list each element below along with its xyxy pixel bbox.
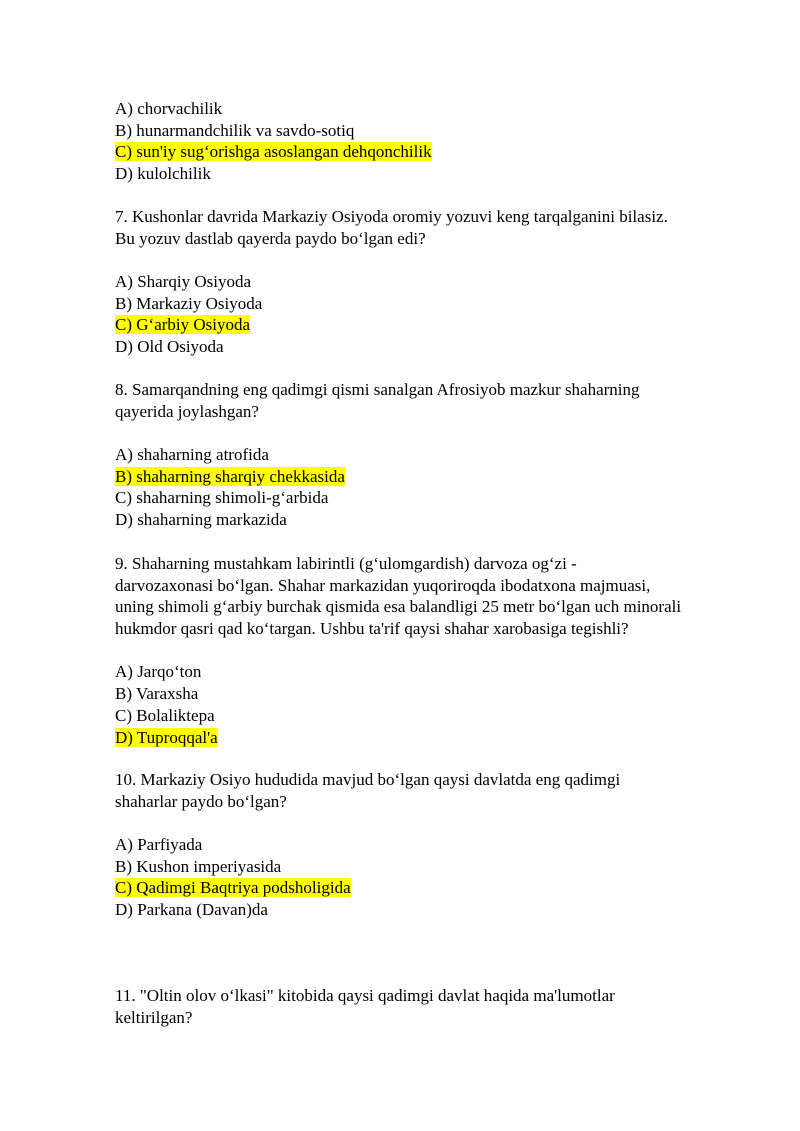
option-c-correct <box>115 877 755 899</box>
option-c-correct <box>115 314 755 336</box>
option-d-correct <box>115 727 755 749</box>
option-a: A) chorvachilik <box>115 99 223 118</box>
answer-highlight: B) shaharning sharqiy chekkasida <box>115 466 345 486</box>
question-8 <box>115 379 755 531</box>
option-b: B) Kushon imperiyasida <box>115 856 282 876</box>
option-c: C) Bolaliktepa <box>115 705 215 725</box>
option-c-correct <box>115 141 755 163</box>
option-b: B) Markaziy Osiyoda <box>115 293 263 313</box>
option-c: C) shaharning shimoli-g‘arbida <box>115 488 329 508</box>
option-b: B) Varaxsha <box>115 684 199 704</box>
question-6-options <box>115 98 755 185</box>
question-text-line: 7. Kushonlar davrida Markaziy Osiyoda oromiy yozuvi keng tarqalganini bilasiz. <box>115 207 668 226</box>
option-a: A) Jarqo‘ton <box>115 662 202 682</box>
question-text-line: 11. "Oltin olov o‘lkasi" kitobida qaysi qadimgi davlat haqida ma'lumotlar <box>115 986 615 1005</box>
option-b-correct <box>115 466 755 488</box>
question-7 <box>115 206 755 358</box>
answer-highlight: C) Qadimgi Baqtriya podsholigida <box>115 878 351 898</box>
option-b: B) hunarmandchilik va savdo-sotiq <box>115 120 355 140</box>
answer-highlight: C) sun'iy sug‘orishga asoslangan dehqonchilik <box>115 142 432 162</box>
option-d: D) Parkana (Davan)da <box>115 900 268 920</box>
question-10 <box>115 769 755 921</box>
option-d: D) shaharning markazida <box>115 510 287 530</box>
question-text-line: 10. Markaziy Osiyo hududida mavjud bo‘lgan qaysi davlatda eng qadimgi <box>115 770 621 789</box>
question-11 <box>115 985 755 1028</box>
option-d: D) Old Osiyoda <box>115 337 224 357</box>
option-d: D) kulolchilik <box>115 164 211 184</box>
question-text-line: keltirilgan? <box>115 1007 193 1027</box>
question-text-line: 8. Samarqandning eng qadimgi qismi sanalgan Afrosiyob mazkur shaharning <box>115 380 640 399</box>
answer-highlight: C) G‘arbiy Osiyoda <box>115 315 251 335</box>
question-text-line: hukmdor qasri qad ko‘targan. Ushbu ta'rif qaysi shahar xarobasiga tegishli? <box>115 619 629 639</box>
question-text-line: uning shimoli g‘arbiy burchak qismida esa balandligi 25 metr bo‘lgan uch minorali <box>115 597 682 617</box>
option-a: A) Parfiyada <box>115 835 203 855</box>
question-text-line: 9. Shaharning mustahkam labirintli (g‘ulomgardish) darvoza og‘zi - <box>115 554 577 573</box>
question-text-line: shaharlar paydo bo‘lgan? <box>115 791 287 811</box>
question-text-line: Bu yozuv dastlab qayerda paydo bo‘lgan edi? <box>115 228 426 248</box>
question-text-line: qayerida joylashgan? <box>115 401 259 421</box>
question-text-line: darvozaxonasi bo‘lgan. Shahar markazidan yuqoriroqda ibodatxona majmuasi, <box>115 575 651 595</box>
option-a: A) shaharning atrofida <box>115 445 269 465</box>
option-a: A) Sharqiy Osiyoda <box>115 272 251 292</box>
answer-highlight: D) Tuproqqal'a <box>115 727 218 747</box>
question-9 <box>115 553 755 748</box>
